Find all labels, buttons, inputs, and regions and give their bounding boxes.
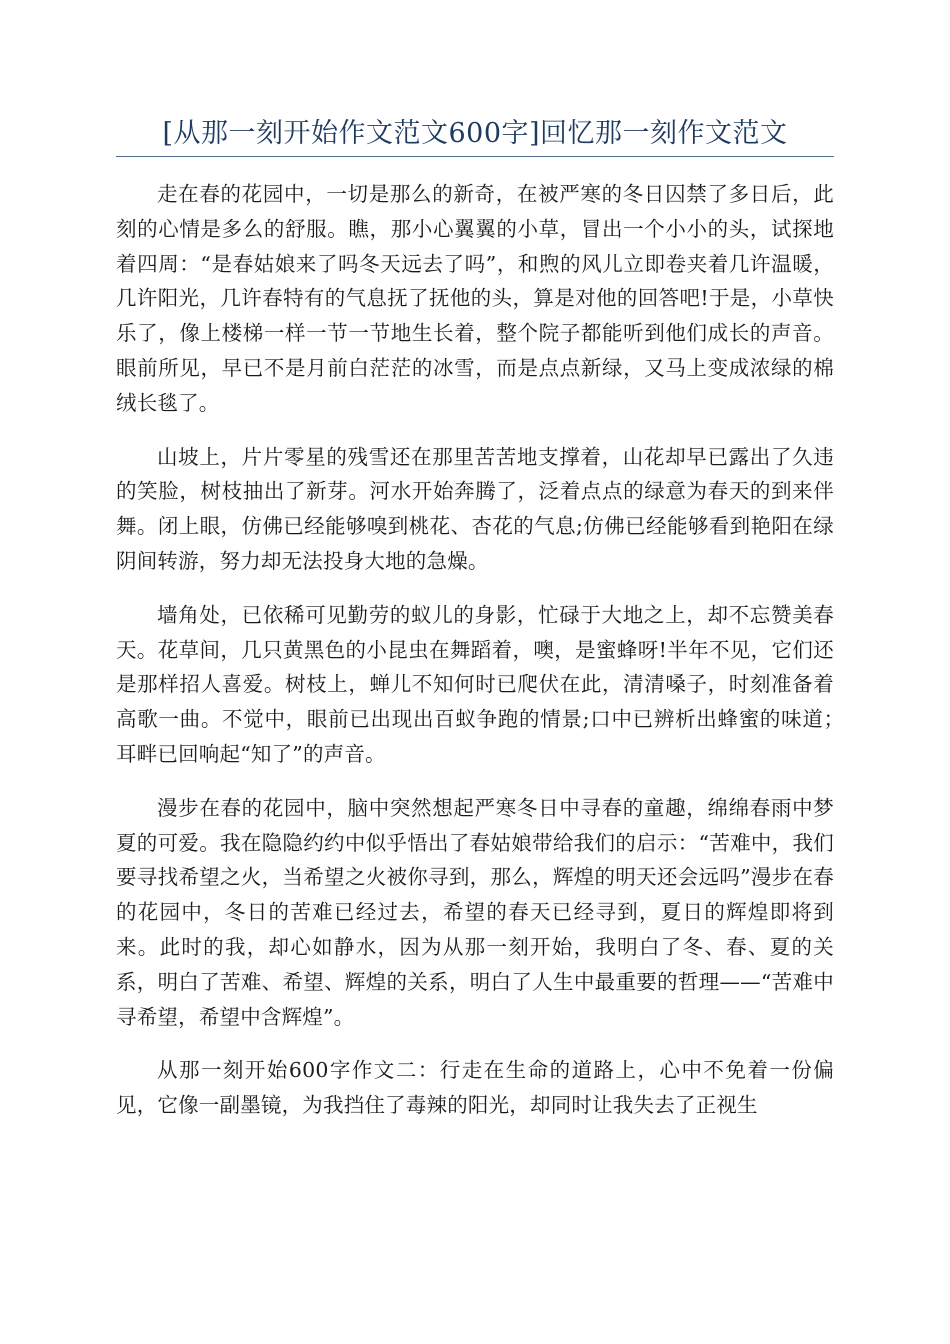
paragraph-2: 山坡上，片片零星的残雪还在那里苦苦地支撑着，山花却早已露出了久违的笑脸，树枝抽出了新芽。河水开始奔腾了，泛着点点的绿意为春天的到来伴舞。闭上眼，仿佛已经能够嗅到桃花、杏花的气息;仿佛已经能够看到艳阳在绿阴间转游，努力却无法投身大地的急燥。 bbox=[116, 444, 834, 573]
document-title: [从那一刻开始作文范文600字]回忆那一刻作文范文 bbox=[162, 118, 788, 149]
paragraph-3: 墙角处，已依稀可见勤劳的蚁儿的身影，忙碌于大地之上，却不忘赞美春天。花草间，几只黄黑色的小昆虫在舞蹈着，噢，是蜜蜂呀!半年不见，它们还是那样招人喜爱。树枝上，蝉儿不知何时已爬伏在此，清清嗓子，时刻准备着高歌一曲。不觉中，眼前已出现出百蚁争跑的情景;口中已辨析出蜂蜜的味道； 耳畔已回响起“知了”的声音。 bbox=[116, 602, 855, 766]
title-block bbox=[116, 112, 834, 157]
paragraph-4: 漫步在春的花园中，脑中突然想起严寒冬日中寻春的童趣，绵绵春雨中梦夏的可爱。我在隐隐约约中似乎悟出了春姑娘带给我们的启示：“苦难中，我们要寻找希望之火，当希望之火被你寻到，那么，辉煌的明天还会远吗”漫步在春的花园中，冬日的苦难已经过去，希望的春天已经寻到，夏日的辉煌即将到来。此时的我，却心如静水，因为从那一刻开始，我明白了冬、春、夏的关系，明白了苦难、希望、辉煌的关系，明白了人生中最重要的哲理——“苦难中寻希望，希望中含辉煌”。 bbox=[116, 795, 834, 1029]
paragraph-1: 走在春的花园中，一切是那么的新奇，在被严寒的冬日囚禁了多日后，此刻的心情是多么的舒服。瞧，那小心翼翼的小草，冒出一个小小的头，试探地着四周：“是春姑娘来了吗冬天远去了吗”，和煦的风儿立即卷夹着几许温暖，几许阳光，几许春特有的气息抚了抚他的头，算是对他的回答吧!于是，小草快乐了，像上楼梯一样一节一节地生长着，整个院子都能听到他们成长的声音。眼前所见，早已不是月前白茫茫的冰雪，而是点点新绿，又马上变成浓绿的棉绒长毯了。 bbox=[116, 182, 834, 415]
document-body bbox=[116, 177, 855, 1142]
paragraph-5: 从那一刻开始600字作文二：行走在生命的道路上，心中不免着一份偏见，它像一副墨镜，为我挡住了毒辣的阳光，却同时让我失去了正视生 bbox=[116, 1058, 834, 1118]
